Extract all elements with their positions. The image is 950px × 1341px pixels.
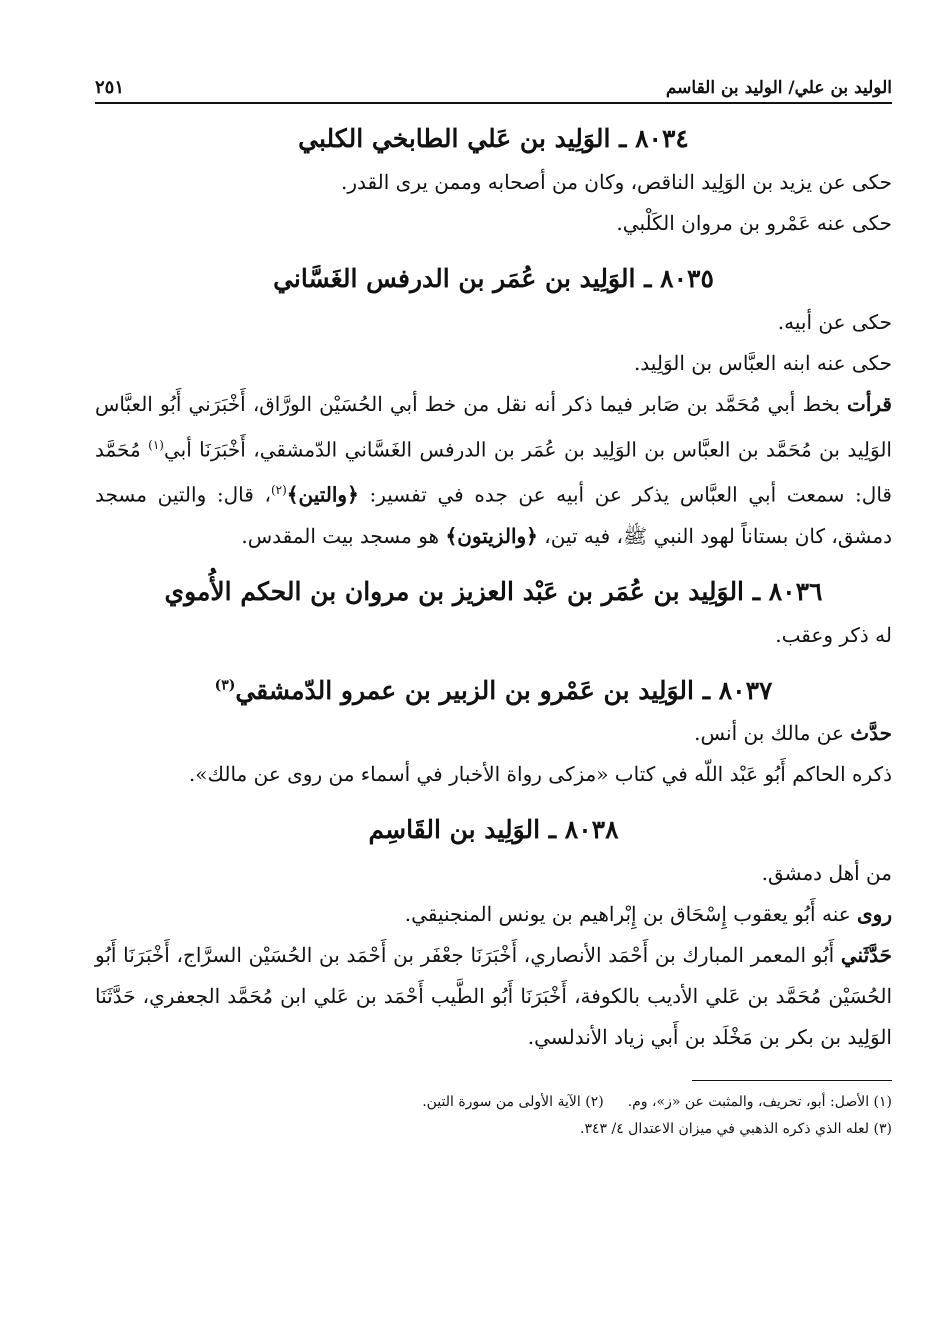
footnote-row-2 [95,1116,892,1143]
text-segment: ، قال: والتين مسجد دمشق، كان بستاناً لهود النبي ﷺ، فيه تين، [95,482,892,548]
running-header [95,62,892,104]
entry-8034-para-1: حكى عن يزيد بن الوَلِيد الناقص، وكان من أصحابه وممن يرى القدر. [341,169,892,194]
lead-word: حَدَّثَني [840,943,892,968]
footnote-ref-2: (٢) [270,483,287,498]
quran-quote-2: ﴿والزيتون﴾ [445,523,538,548]
quran-quote-1: ﴿والتين﴾ [286,482,359,507]
text-segment: مُحَمَّد قال: سمعت أبي العبَّاس يذكر عن أبيه عن جده في تفسير: [95,437,892,507]
text-segment: عن مالك بن أنس. [694,721,851,746]
entry-title-8036: ٨٠٣٦ ـ الوَلِيد بن عُمَر بن عَبْد العزيز بن مروان بن الحكم الأُموي [164,576,823,606]
footnote-ref-1: (١) [148,437,164,452]
text-segment: عنه أَبُو يعقوب إِسْحَاق بن إِبْراهيم بن يونس المنجنيقي. [404,902,858,927]
entry-8037-para-2: ذكره الحاكم أَبُو عَبْد اللّه في كتاب «مزكى رواة الأخبار في أسماء من روى عن مالك». [188,762,892,787]
entry-8038-para-3 [95,935,892,1058]
footnote-row-1 [95,1089,892,1116]
footnote-divider [692,1080,892,1081]
entry-8035-para-3 [95,384,892,557]
text-segment: بخط أبي مُحَمَّد بن صَابر فيما ذكر أنه نقل من خط أبي الحُسَيْن الورَّاق، أَخْبَرَني أَبُو العبَّاس الوَلِيد بن مُحَمَّد بن العبَّاس بن الوَلِيد بن عُمَر بن الدرفس الغَسَّاني الدّمشقي، أَخْبَرَنَا أبي [95,391,892,462]
entry-8035-para-1: حكى عن أبيه. [777,309,892,334]
entry-8038-para-1: من أهل دمشق. [761,861,892,886]
footnotes [95,1089,892,1143]
entry-8036-para-1: له ذكر وعقب. [775,622,892,647]
footnote-ref-3: (٣) [214,677,236,694]
page-number: ٢٥١ [95,77,125,98]
book-page [95,62,892,1301]
lead-word: حدَّث [850,721,892,746]
entry-8034-para-2: حكى عنه عَمْرو بن مروان الكَلْبي. [616,210,892,235]
footnote-1: (١) الأصل: أبو، تحريف، والمثبت عن «ز»، وم. [627,1094,892,1111]
entry-title-8034: ٨٠٣٤ ـ الوَلِيد بن عَلي الطابخي الكلبي [298,124,689,153]
entry-8038-para-2 [95,894,892,935]
text-segment: هو مسجد بيت المقدس. [241,523,446,548]
entry-title-8035: ٨٠٣٥ ـ الوَلِيد بن عُمَر بن الدرفس الغَسَّاني [273,263,714,293]
entry-8037-para-1 [95,713,892,754]
entry-title-8037 [95,674,892,708]
entry-8035-para-2: حكى عنه ابنه العبَّاس بن الوَلِيد. [633,350,892,375]
entry-title-text: ٨٠٣٧ ـ الوَلِيد بن عَمْرو بن الزبير بن عمرو الدّمشقي [235,675,773,705]
footnote-2: (٢) الآية الأولى من سورة التين. [422,1094,604,1111]
text-segment: أَبُو المعمر المبارك بن أَحْمَد الأنصاري، أَخْبَرَنَا جعْفَر بن أَحْمَد بن الحُسَيْن السرَّاج، أَخْبَرَنَا أَبُو الحُسَيْن مُحَمَّد بن عَلي الأديب بالكوفة، أَخْبَرَنَا أَبُو الطَّيب أَحْمَد بن عَلي ابن مُحَمَّد الجعفري، حَدَّثَنَا الوَلِيد بن بكر بن مَخْلَد بن أَبي زياد الأندلسي. [95,943,892,1050]
lead-word: روى [857,902,892,927]
footnote-3: (٣) لعله الذي ذكره الذهبي في ميزان الاعتدال ٤/ ٣٤٣. [580,1121,892,1138]
lead-word: قرأت [847,391,892,416]
running-title: الوليد بن علي/ الوليد بن القاسم [665,78,892,98]
entry-title-8038: ٨٠٣٨ ـ الوَلِيد بن القَاسِم [368,815,619,845]
